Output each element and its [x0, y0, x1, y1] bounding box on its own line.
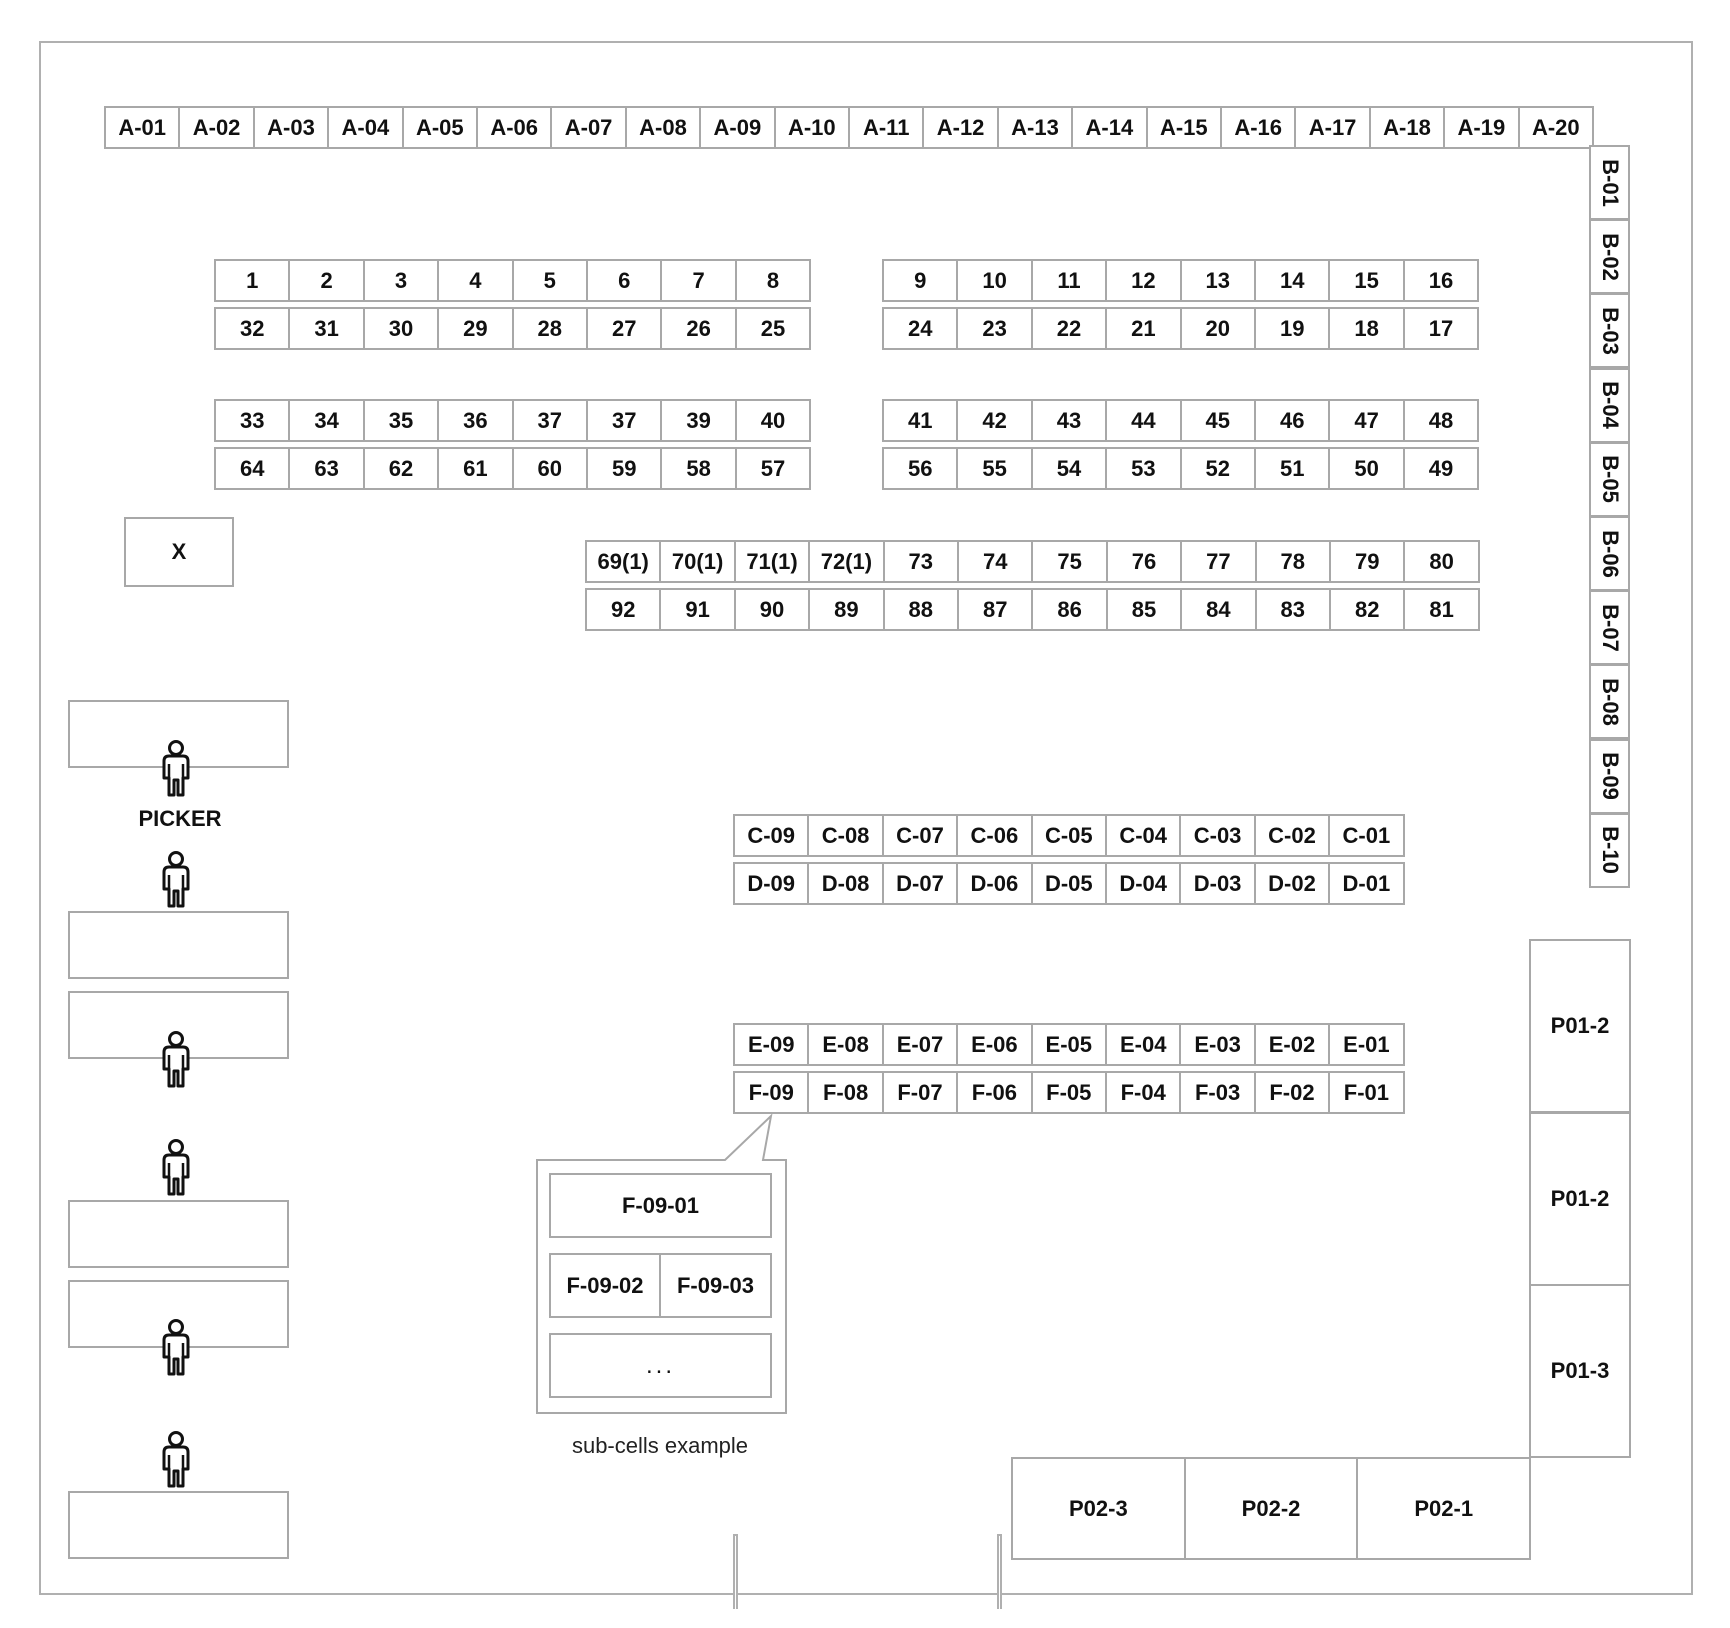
sub-cell[interactable]: F-09-02	[549, 1253, 661, 1318]
rack-a-slot[interactable]: A-18	[1369, 106, 1445, 149]
shelf-slot[interactable]: 61	[437, 447, 513, 490]
picker-person-icon	[159, 851, 193, 909]
shelf-slot[interactable]: 3	[363, 259, 439, 302]
rack-f-slot[interactable]: F-04	[1105, 1071, 1181, 1114]
pallet-zone-p01[interactable]: P01-2	[1529, 939, 1631, 1113]
rack-b-slot[interactable]	[1589, 219, 1630, 294]
rack-a-slot[interactable]: A-11	[848, 106, 924, 149]
rack-c-slot[interactable]: C-02	[1254, 814, 1330, 857]
rack-d-slot[interactable]: D-09	[733, 862, 809, 905]
rack-d-slot[interactable]: D-07	[882, 862, 958, 905]
rack-b-slot-label: B-03	[1597, 307, 1623, 355]
rack-d-slot[interactable]: D-03	[1179, 862, 1255, 905]
rack-a-slot[interactable]: A-20	[1518, 106, 1594, 149]
picker-label: PICKER	[138, 806, 222, 831]
shelf-slot[interactable]: 70(1)	[659, 540, 735, 583]
shelf-slot[interactable]: 5	[512, 259, 588, 302]
shelf-slot[interactable]: 43	[1031, 399, 1107, 442]
rack-d-slot[interactable]: D-02	[1254, 862, 1330, 905]
rack-a-slot[interactable]: A-16	[1220, 106, 1296, 149]
shelf-slot[interactable]: 83	[1255, 588, 1331, 631]
shelf-slot[interactable]: 54	[1031, 447, 1107, 490]
shelf-slot[interactable]: 42	[956, 399, 1032, 442]
shelf-slot[interactable]: 33	[214, 399, 290, 442]
shelf-slot[interactable]: 46	[1254, 399, 1330, 442]
shelf-slot[interactable]: 6	[586, 259, 662, 302]
shelf-slot[interactable]: 48	[1403, 399, 1479, 442]
rack-a-slot[interactable]: A-06	[476, 106, 552, 149]
rack-f-slot[interactable]: F-07	[882, 1071, 958, 1114]
rack-e-slot[interactable]: E-09	[733, 1023, 809, 1066]
shelf-slot[interactable]: 27	[586, 307, 662, 350]
shelf-slot[interactable]: 22	[1031, 307, 1107, 350]
shelf-slot[interactable]: 79	[1329, 540, 1405, 583]
shelf-slot[interactable]: 19	[1254, 307, 1330, 350]
rack-a-slot[interactable]: A-10	[774, 106, 850, 149]
shelf-slot[interactable]: 37	[512, 399, 588, 442]
rack-c-slot[interactable]: C-03	[1179, 814, 1255, 857]
rack-c-slot[interactable]: C-07	[882, 814, 958, 857]
rack-e-slot[interactable]: E-04	[1105, 1023, 1181, 1066]
picking-station	[68, 1491, 289, 1559]
rack-b-slot[interactable]	[1589, 293, 1630, 368]
rack-c-slot[interactable]: C-04	[1105, 814, 1181, 857]
rack-e-slot[interactable]: E-08	[807, 1023, 883, 1066]
sub-cell-more[interactable]: ...	[549, 1333, 772, 1398]
shelf-slot[interactable]: 62	[363, 447, 439, 490]
rack-c-slot[interactable]: C-08	[807, 814, 883, 857]
shelf-slot[interactable]: 20	[1180, 307, 1256, 350]
picker-person-icon	[159, 1319, 193, 1377]
rack-d-slot[interactable]: D-08	[807, 862, 883, 905]
shelf-slot[interactable]: 77	[1180, 540, 1256, 583]
shelf-slot[interactable]: 40	[735, 399, 811, 442]
shelf-slot[interactable]: 72(1)	[808, 540, 884, 583]
shelf-slot[interactable]: 15	[1328, 259, 1404, 302]
sub-cell[interactable]: F-09-01	[549, 1173, 772, 1238]
shelf-slot[interactable]: 88	[883, 588, 959, 631]
shelf-slot[interactable]: 55	[956, 447, 1032, 490]
shelf-slot[interactable]: 89	[808, 588, 884, 631]
rack-a-slot[interactable]: A-08	[625, 106, 701, 149]
shelf-slot[interactable]: 34	[288, 399, 364, 442]
rack-b-slot[interactable]	[1589, 739, 1630, 814]
shelf-slot[interactable]: 58	[660, 447, 736, 490]
rack-a-slot[interactable]: A-14	[1071, 106, 1147, 149]
rack-a-slot[interactable]: A-17	[1294, 106, 1370, 149]
rack-e-slot[interactable]: E-07	[882, 1023, 958, 1066]
shelf-slot[interactable]: 13	[1180, 259, 1256, 302]
rack-a-slot[interactable]: A-19	[1443, 106, 1519, 149]
shelf-slot[interactable]: 26	[660, 307, 736, 350]
picker-person-icon	[159, 1431, 193, 1489]
rack-d-slot[interactable]: D-01	[1328, 862, 1404, 905]
shelf-slot[interactable]: 71(1)	[734, 540, 810, 583]
rack-e-slot[interactable]: E-06	[956, 1023, 1032, 1066]
rack-e-slot[interactable]: E-01	[1328, 1023, 1404, 1066]
shelf-slot[interactable]: 64	[214, 447, 290, 490]
rack-c-slot[interactable]: C-09	[733, 814, 809, 857]
shelf-slot[interactable]: 24	[882, 307, 958, 350]
shelf-slot[interactable]: 28	[512, 307, 588, 350]
shelf-slot[interactable]: 76	[1106, 540, 1182, 583]
rack-b-slot[interactable]	[1589, 664, 1630, 739]
rack-b-slot[interactable]	[1589, 516, 1630, 591]
shelf-slot[interactable]: 44	[1105, 399, 1181, 442]
rack-e-slot[interactable]: E-02	[1254, 1023, 1330, 1066]
shelf-slot[interactable]: 9	[882, 259, 958, 302]
rack-f-slot[interactable]: F-03	[1179, 1071, 1255, 1114]
shelf-slot[interactable]: 10	[956, 259, 1032, 302]
shelf-slot[interactable]: 81	[1403, 588, 1479, 631]
rack-c-slot[interactable]: C-05	[1031, 814, 1107, 857]
picking-station	[68, 1200, 289, 1268]
shelf-slot[interactable]: 52	[1180, 447, 1256, 490]
rack-f-slot[interactable]: F-05	[1031, 1071, 1107, 1114]
rack-f-slot[interactable]: F-09	[733, 1071, 809, 1114]
shelf-slot[interactable]: 1	[214, 259, 290, 302]
shelf-slot[interactable]: 91	[659, 588, 735, 631]
rack-b-slot[interactable]	[1589, 813, 1630, 888]
rack-a-slot[interactable]: A-07	[550, 106, 626, 149]
shelf-slot[interactable]: 8	[735, 259, 811, 302]
shelf-slot[interactable]: 69(1)	[585, 540, 661, 583]
rack-b-slot-label: B-04	[1597, 381, 1623, 429]
rack-a-slot[interactable]: A-03	[253, 106, 329, 149]
rack-b-slot-label: B-01	[1597, 158, 1623, 207]
rack-b-slot-label: B-08	[1597, 678, 1623, 726]
picker-person-icon	[159, 1139, 193, 1197]
picking-station	[68, 911, 289, 979]
shelf-slot[interactable]: 49	[1403, 447, 1479, 490]
shelf-slot[interactable]: 60	[512, 447, 588, 490]
rack-a-slot[interactable]: A-09	[699, 106, 775, 149]
shelf-slot[interactable]: 45	[1180, 399, 1256, 442]
rack-b-slot-label: B-09	[1597, 752, 1623, 800]
rack-f-slot[interactable]: F-08	[807, 1071, 883, 1114]
picker-person-icon	[159, 1031, 193, 1089]
shelf-slot[interactable]: 31	[288, 307, 364, 350]
shelf-slot[interactable]: 2	[288, 259, 364, 302]
shelf-slot[interactable]: 51	[1254, 447, 1330, 490]
rack-b-slot-label: B-07	[1597, 603, 1623, 652]
rack-a-slot[interactable]: A-13	[997, 106, 1073, 149]
rack-b-slot-label: B-02	[1597, 232, 1623, 281]
shelf-slot[interactable]: 21	[1105, 307, 1181, 350]
shelf-slot[interactable]: 39	[660, 399, 736, 442]
rack-a-slot[interactable]: A-02	[178, 106, 254, 149]
shelf-slot[interactable]: 29	[437, 307, 513, 350]
rack-d-slot[interactable]: D-05	[1031, 862, 1107, 905]
sub-cell[interactable]: F-09-03	[659, 1253, 772, 1318]
shelf-slot[interactable]: 41	[882, 399, 958, 442]
pallet-zone-p02[interactable]: P02-2	[1184, 1457, 1359, 1560]
rack-d-slot[interactable]: D-04	[1105, 862, 1181, 905]
shelf-slot[interactable]: 78	[1255, 540, 1331, 583]
rack-a-slot[interactable]: A-04	[327, 106, 403, 149]
shelf-slot[interactable]: 84	[1180, 588, 1256, 631]
pallet-zone-p01[interactable]: P01-3	[1529, 1284, 1631, 1458]
shelf-slot[interactable]: 11	[1031, 259, 1107, 302]
rack-b-slot[interactable]	[1589, 368, 1630, 443]
shelf-slot[interactable]: 36	[437, 399, 513, 442]
rack-a-slot[interactable]: A-15	[1146, 106, 1222, 149]
shelf-slot[interactable]: 85	[1106, 588, 1182, 631]
rack-b-slot-label: B-10	[1597, 826, 1623, 875]
zone-x-box[interactable]: X	[124, 517, 234, 587]
shelf-slot[interactable]: 17	[1403, 307, 1479, 350]
shelf-slot[interactable]: 4	[437, 259, 513, 302]
shelf-slot[interactable]: 23	[956, 307, 1032, 350]
shelf-slot[interactable]: 50	[1328, 447, 1404, 490]
rack-b-slot-label: B-06	[1597, 529, 1623, 578]
rack-b-slot[interactable]	[1589, 145, 1630, 220]
pallet-zone-p02[interactable]: P02-3	[1011, 1457, 1186, 1560]
shelf-slot[interactable]: 74	[957, 540, 1033, 583]
shelf-slot[interactable]: 80	[1403, 540, 1479, 583]
shelf-slot[interactable]: 37	[586, 399, 662, 442]
shelf-slot[interactable]: 12	[1105, 259, 1181, 302]
shelf-slot[interactable]: 25	[735, 307, 811, 350]
shelf-slot[interactable]: 47	[1328, 399, 1404, 442]
rack-b-slot-label: B-05	[1597, 455, 1623, 504]
rack-f-slot[interactable]: F-01	[1328, 1071, 1404, 1114]
shelf-slot[interactable]: 18	[1328, 307, 1404, 350]
shelf-slot[interactable]: 63	[288, 447, 364, 490]
shelf-slot[interactable]: 30	[363, 307, 439, 350]
rack-f-slot[interactable]: F-02	[1254, 1071, 1330, 1114]
rack-f-slot[interactable]: F-06	[956, 1071, 1032, 1114]
rack-c-slot[interactable]: C-06	[956, 814, 1032, 857]
shelf-slot[interactable]: 90	[734, 588, 810, 631]
shelf-slot[interactable]: 7	[660, 259, 736, 302]
rack-b-slot[interactable]	[1589, 590, 1630, 665]
rack-a-slot[interactable]: A-01	[104, 106, 180, 149]
shelf-slot[interactable]: 53	[1105, 447, 1181, 490]
rack-a-slot[interactable]: A-12	[922, 106, 998, 149]
rack-a-slot[interactable]: A-05	[402, 106, 478, 149]
shelf-slot[interactable]: 87	[957, 588, 1033, 631]
shelf-slot[interactable]: 59	[586, 447, 662, 490]
shelf-slot[interactable]: 75	[1031, 540, 1107, 583]
shelf-slot[interactable]: 92	[585, 588, 661, 631]
shelf-slot[interactable]: 73	[883, 540, 959, 583]
pallet-zone-p01[interactable]: P01-2	[1529, 1112, 1631, 1286]
sub-cells-caption: sub-cells example	[571, 1433, 749, 1458]
rack-e-slot[interactable]: E-03	[1179, 1023, 1255, 1066]
rack-e-slot[interactable]: E-05	[1031, 1023, 1107, 1066]
rack-c-slot[interactable]: C-01	[1328, 814, 1404, 857]
rack-b-slot[interactable]	[1589, 442, 1630, 517]
shelf-slot[interactable]: 57	[735, 447, 811, 490]
shelf-slot[interactable]: 14	[1254, 259, 1330, 302]
rack-d-slot[interactable]: D-06	[956, 862, 1032, 905]
pallet-zone-p02[interactable]: P02-1	[1356, 1457, 1531, 1560]
shelf-slot[interactable]: 16	[1403, 259, 1479, 302]
picker-person-icon	[159, 740, 193, 798]
shelf-slot[interactable]: 56	[882, 447, 958, 490]
shelf-slot[interactable]: 86	[1031, 588, 1107, 631]
shelf-slot[interactable]: 32	[214, 307, 290, 350]
shelf-slot[interactable]: 82	[1329, 588, 1405, 631]
shelf-slot[interactable]: 35	[363, 399, 439, 442]
